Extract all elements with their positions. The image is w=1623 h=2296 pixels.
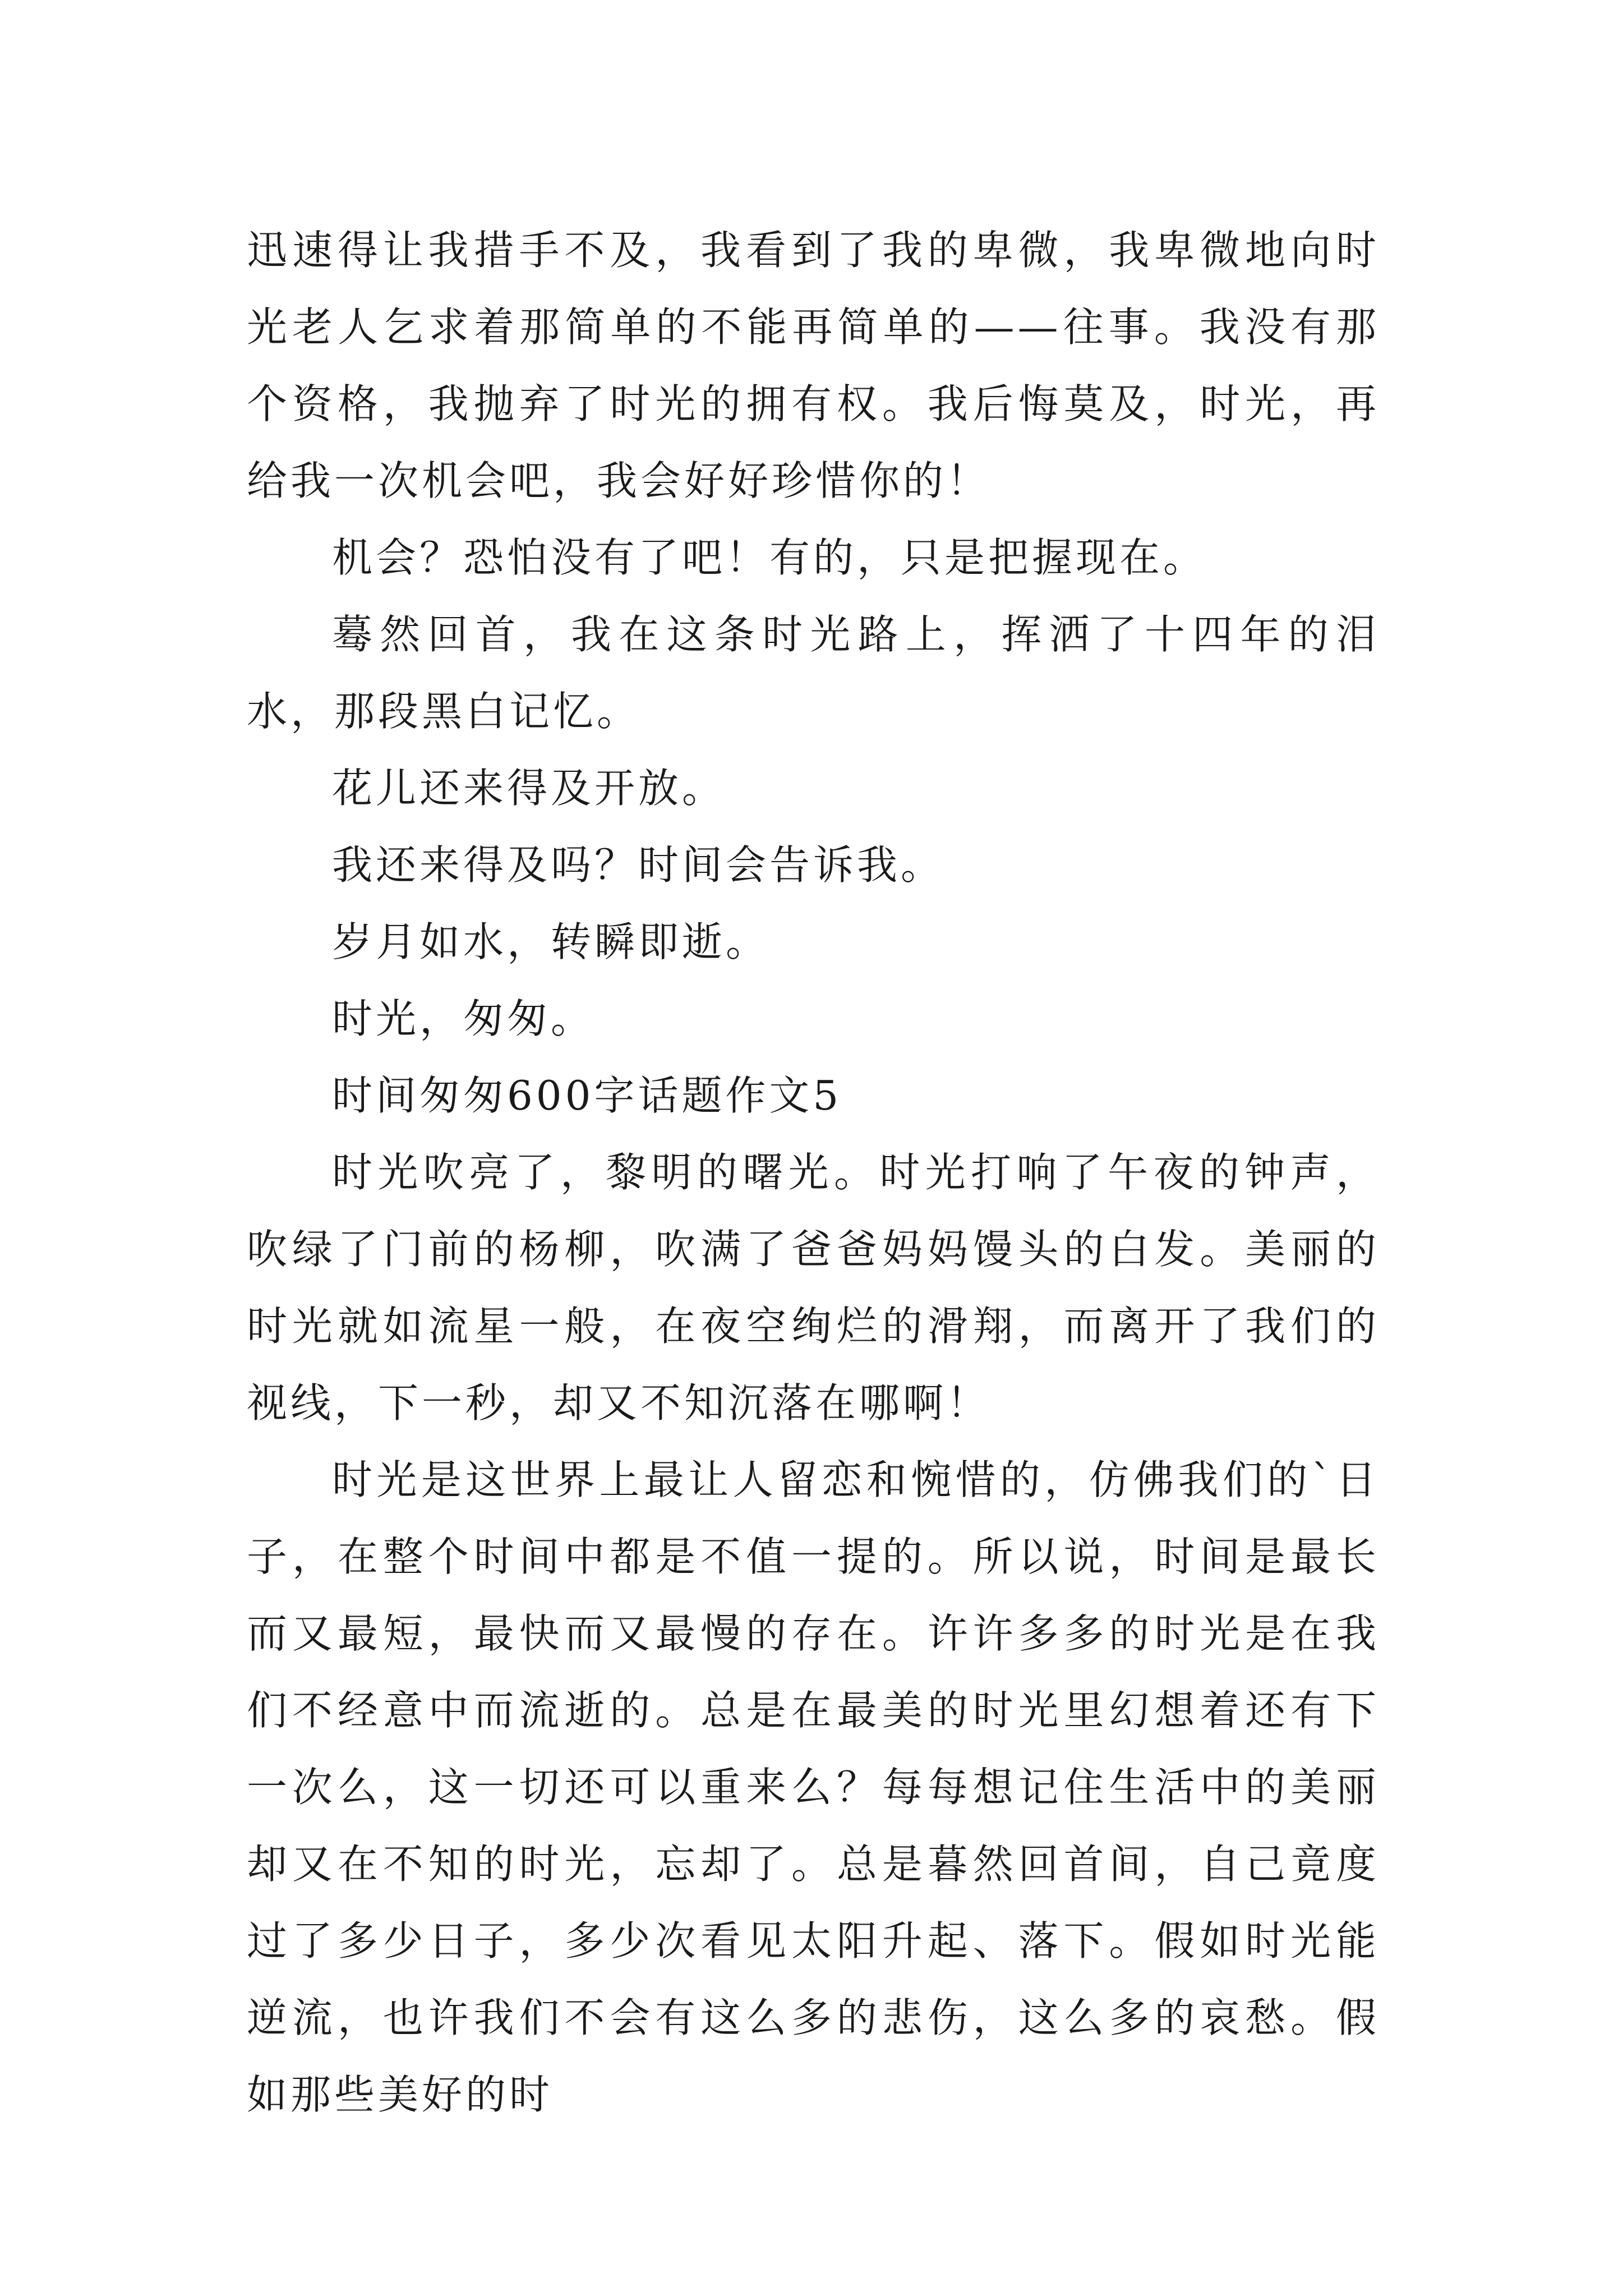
paragraph: 时光是这世界上最让人留恋和惋惜的，仿佛我们的`日子，在整个时间中都是不值一提的。所以说，时间是最长而又最短，最快而又最慢的存在。许许多多的时光是在我们不经意中而流逝的。总是在最美的时光里幻想着还有下一次么，这一切还可以重来么？每每想记住生活中的美丽却又在不知的时光，忘却了。总是暮然回首间，自己竟度过了多少日子，多少次看见太阳升起、落下。假如时光能逆流，也许我们不会有这么多的悲伤，这么多的哀愁。假如那些美好的时	[247, 1456, 1380, 2118]
paragraph: 花儿还来得及开放。	[332, 765, 726, 812]
paragraph: 时光吹亮了，黎明的曙光。时光打响了午夜的钟声，吹绿了门前的杨柳，吹满了爸爸妈妈馒头的白发。美丽的时光就如流星一般，在夜空绚烂的滑翔，而离开了我们的视线，下一秒，却又不知沉落在哪啊！	[247, 1149, 1380, 1427]
paragraph-continuation: 迅速得让我措手不及，我看到了我的卑微，我卑微地向时光老人乞求着那简单的不能再简单的——往事。我没有那个资格，我抛弃了时光的拥有权。我后悔莫及，时光，再给我一次机会吧，我会好好珍惜你的！	[247, 227, 1380, 504]
paragraph: 蓦然回首，我在这条时光路上，挥洒了十四年的泪水，那段黑白记忆。	[247, 611, 1380, 735]
paragraph: 岁月如水，转瞬即逝。	[332, 918, 770, 965]
essay-body	[247, 212, 1380, 2133]
paragraph: 时光，匆匆。	[332, 995, 595, 1042]
essay-title: 时间匆匆600字话题作文5	[332, 1072, 842, 1119]
paragraph: 机会？恐怕没有了吧！有的，只是把握现在。	[332, 534, 1207, 581]
paragraph: 我还来得及吗？时间会告诉我。	[332, 841, 945, 889]
